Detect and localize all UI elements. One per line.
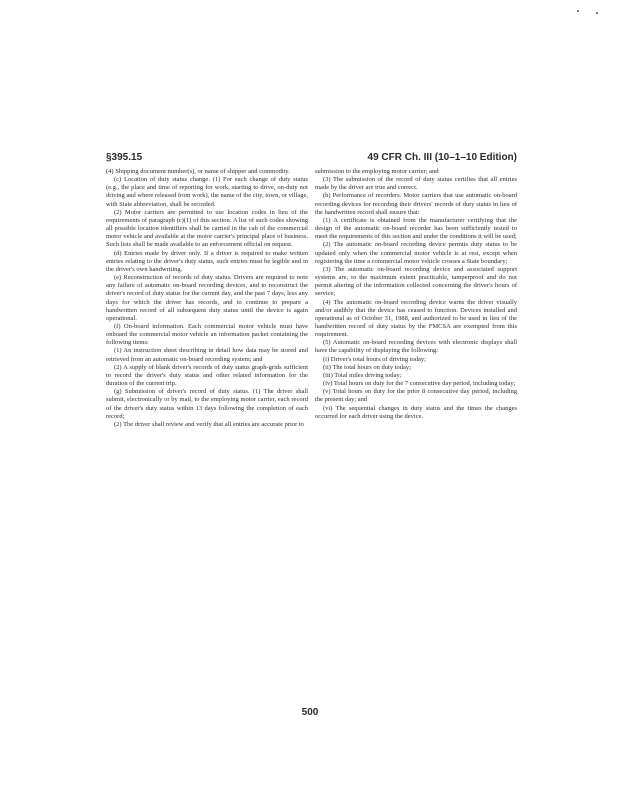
paragraph: (4) Shipping document number(s), or name of shipper and commodity. [106,168,290,175]
paragraph: (1) A certificate is obtained from the manufacturer certifying that the design of the automatic on-board recorder has been sufficiently tested to meet the requirements of this section and under the conditions it will be used; [315,216,517,241]
page-number: 500 [301,707,319,718]
paragraph: (vi) The sequential changes in duty status and the times the changes occurred for each driver using the device. [315,404,517,420]
paragraph: submission to the employing motor carrier; and [315,168,439,175]
paragraph: (f) On-board information. Each commercial motor vehicle must have onboard the commercial motor vehicle an information packet containing the following items: [106,322,308,347]
paragraph: (2) The driver shall review and verify that all entries are accurate prior to [114,420,304,428]
scan-speck [577,10,579,12]
paragraph: (i) Driver's total hours of driving today; [323,355,426,363]
paragraph: (3) The submission of the record of duty status certifies that all entries made by the driver are true and correct. [315,176,517,192]
paragraph: (ii) The total hours on duty today; [323,363,411,371]
paragraph: (v) Total hours on duty for the prior 8 consecutive day period, including the present day; and [315,388,517,404]
paragraph: (h) Performance of recorders. Motor carriers that use automatic on-board recording devices for recording their drivers' records of duty status in lieu of the handwritten record shall ensure that: [315,192,517,216]
paragraph: (iii) Total miles driving today; [323,371,402,379]
paragraph: (c) Location of duty status change. (1) For each change of duty status (e.g., the place and time of reporting for work, starting to drive, on-duty not driving and where released from work), the name of the city, town, or village, with State abbreviation, shall be recorded. [106,176,308,208]
paragraph: (2) Motor carriers are permitted to use location codes in lieu of the requirements of paragraph (c)(1) of this section. A list of such codes showing all possible location identifiers shall be carried in the cab of the commercial motor vehicle and available at the motor carrier's principal place of business. Such lists shall be made available to an enforcement official on request. [106,208,308,249]
paragraph: (1) An instruction sheet describing in detail how data may be stored and retrieved from an automatic on-board recording system; and [106,347,308,363]
running-title: 49 CFR Ch. III (10–1–10 Edition) [367,152,517,163]
paragraph: (2) The automatic on-board recording device permits duty status to be updated only when the commercial motor vehicle is at rest, except when registering the time a commercial motor vehicle crosses a State boundary; [315,241,517,265]
paragraph: (d) Entries made by driver only. If a driver is required to make written entries relating to the driver's duty status, such entries must be legible and in the driver's own handwriting. [106,249,308,273]
right-column [315,168,517,421]
paragraph: (3) The automatic on-board recording device and associated support systems are, to the maximum extent practicable, tamperproof and do not permit altering of the information collected concerning the driver's hours of service; [315,265,517,298]
paragraph: (iv) Total hours on duty for the 7 consecutive day period, including today; [323,380,516,388]
paragraph: (5) Automatic on-board recording devices with electronic displays shall have the capability of displaying the following: [315,339,517,355]
paragraph: (2) A supply of blank driver's records of duty status graph-grids sufficient to record the driver's duty status and other related information for the duration of the current trip. [106,363,308,388]
left-column [106,168,308,429]
scan-speck [596,12,598,14]
section-number: §395.15 [106,152,143,163]
paragraph: (e) Reconstruction of records of duty status. Drivers are required to note any failure of automatic on-board recording devices, and to reconstruct the driver's record of duty status for the current day, and the past 7 days, less any days for which the driver has records, and to continue to prepare a handwritten record of all subsequent duty status until the device is again operational. [106,274,308,322]
paragraph: (g) Submission of driver's record of duty status. (1) The driver shall submit, electronically or by mail, to the employing motor carrier, each record of the driver's duty status within 13 days following the completion of each record; [106,388,308,420]
paragraph: (4) The automatic on-board recording device warns the driver visually and/or audibly that the device has ceased to function. Devices installed and operational as of October 31, 1988, and authorized to be used in lieu of the handwritten record of duty status by the FMCSA are exempted from this requirement. [315,298,517,339]
